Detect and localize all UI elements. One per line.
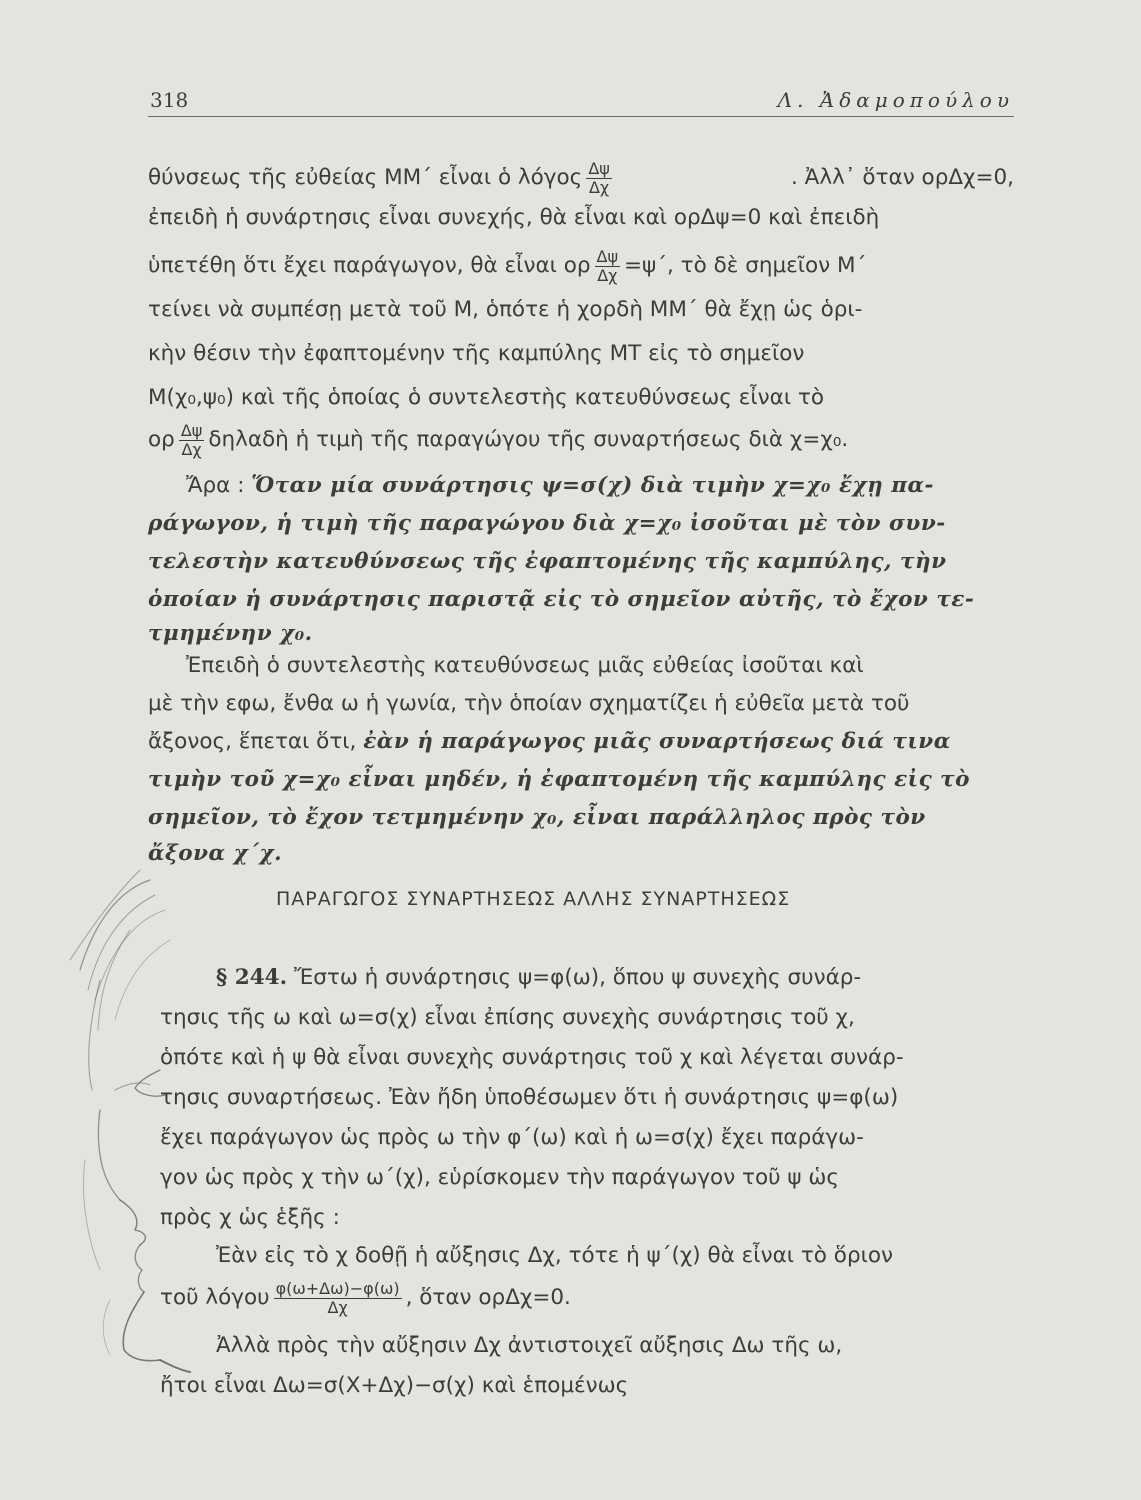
text-span: τοῦ λόγου bbox=[160, 1285, 270, 1310]
section-number: § 244. bbox=[216, 965, 288, 990]
fraction-denominator: Δχ bbox=[597, 265, 618, 285]
page-header bbox=[148, 88, 1014, 117]
text-line: ὁπότε καὶ ἡ ψ θὰ εἶναι συνεχὴς συνάρτησις τοῦ χ καὶ λέγεται συνάρ- bbox=[160, 1045, 904, 1070]
text-line bbox=[160, 1278, 1014, 1318]
text-line: κὴν θέσιν τὴν ἐφαπτομένην τῆς καμπύλης ΜΤ εἰς τὸ σημεῖον bbox=[148, 341, 805, 366]
text-line: Ἐπειδὴ ὁ συντελεστὴς κατευθύνσεως μιᾶς εὐθείας ἰσοῦται καὶ bbox=[186, 653, 864, 678]
fraction-denominator: Δχ bbox=[181, 439, 202, 459]
fraction-numerator: Δψ bbox=[180, 420, 203, 440]
text-span: ορ bbox=[148, 427, 175, 452]
text-line: τείνει νὰ συμπέσῃ μετὰ τοῦ Μ, ὁπότε ἡ χορδὴ ΜΜ΄ θὰ ἔχῃ ὡς ὁρι- bbox=[148, 297, 863, 322]
text-line: μὲ τὴν εφω, ἔνθα ω ἡ γωνία, τὴν ὁποίαν σχηματίζει ἡ εὐθεῖα μετὰ τοῦ bbox=[148, 691, 910, 716]
fraction-numerator: Δψ bbox=[588, 158, 610, 178]
theorem-line: τελεστὴν κατευθύνσεως τῆς ἐφαπτομένης τῆς καμπύλης, τὴν bbox=[148, 549, 947, 574]
text-line bbox=[216, 958, 1014, 998]
fraction bbox=[595, 248, 621, 285]
theorem-line: ράγωγον, ἡ τιμὴ τῆς παραγώγου διὰ χ=χ₀ ἰσοῦται μὲ τὸν συν- bbox=[148, 511, 946, 536]
theorem-line: τμημένην χ₀. bbox=[148, 621, 313, 646]
text-line: γον ὡς πρὸς χ τὴν ω΄(χ), εὑρίσκομεν τὴν παράγωγον τοῦ ψ ὡς bbox=[160, 1165, 840, 1190]
text-line bbox=[148, 246, 1014, 286]
text-span: Ἔστω ἡ συνάρτησις ψ=φ(ω), ὅπου ψ συνεχὴς συνάρ- bbox=[293, 965, 862, 990]
text-span: . Ἀλλ᾽ ὅταν ορΔχ=0, bbox=[791, 165, 1014, 190]
text-line bbox=[148, 420, 1014, 460]
text-line: τιμὴν τοῦ χ=χ₀ εἶναι μηδέν, ἡ ἐφαπτομένη τῆς καμπύλης εἰς τὸ bbox=[148, 767, 970, 792]
theorem-line: ὁποίαν ἡ συνάρτησις παριστᾷ εἰς τὸ σημεῖον αὐτῆς, τὸ ἔχον τε- bbox=[148, 587, 975, 612]
fraction-denominator: Δχ bbox=[327, 1297, 348, 1317]
text-line: ἤτοι εἶναι Δω=σ(Χ+Δχ)−σ(χ) καὶ ἑπομένως bbox=[160, 1373, 629, 1398]
text-span: ἄξονος, ἕπεται ὅτι, bbox=[148, 729, 357, 754]
text-line bbox=[148, 158, 1014, 198]
text-span: ὑπετέθη ὅτι ἔχει παράγωγον, θὰ εἶναι ορ bbox=[148, 253, 591, 278]
text-line: πρὸς χ ὡς ἑξῆς : bbox=[160, 1205, 340, 1230]
text-span: =ψ΄, τὸ δὲ σημεῖον Μ΄ bbox=[624, 253, 867, 278]
text-line: Ἀλλὰ πρὸς τὴν αὔξησιν Δχ ἀντιστοιχεῖ αὔξησις Δω τῆς ω, bbox=[216, 1333, 843, 1358]
theorem-line bbox=[186, 466, 1014, 506]
fraction-numerator: φ(ω+Δω)−φ(ω) bbox=[275, 1278, 400, 1298]
text-span: , ὅταν ορΔχ=0. bbox=[405, 1285, 571, 1310]
fraction bbox=[179, 422, 205, 459]
fraction-numerator: Δψ bbox=[596, 246, 619, 266]
pencil-sketch-profile bbox=[40, 860, 200, 1380]
text-line: τησις τῆς ω καὶ ω=σ(χ) εἶναι ἐπίσης συνεχὴς συνάρτησις τοῦ χ, bbox=[160, 1005, 855, 1030]
fraction bbox=[586, 160, 612, 197]
text-line: Μ(χ₀,ψ₀) καὶ τῆς ὁποίας ὁ συντελεστὴς κατευθύνσεως εἶναι τὸ bbox=[148, 385, 825, 410]
theorem-text: Ὅταν μία συνάρτησις ψ=σ(χ) διὰ τιμὴν χ=χ₀ ἔχῃ πα- bbox=[251, 473, 934, 498]
text-line: ἐπειδὴ ἡ συνάρτησις εἶναι συνεχής, θὰ εἶναι καὶ ορΔψ=0 καὶ ἐπειδὴ bbox=[148, 205, 880, 230]
text-line: σημεῖον, τὸ ἔχον τετμημένην χ₀, εἶναι παράλληλος πρὸς τὸν bbox=[148, 805, 926, 830]
text-line: Ἐὰν εἰς τὸ χ δοθῇ ἡ αὔξησις Δχ, τότε ἡ ψ΄(χ) θὰ εἶναι τὸ ὅριον bbox=[216, 1243, 894, 1268]
text-line: ἄξονα χ΄χ. bbox=[148, 841, 283, 866]
text-span: θύνσεως τῆς εὐθείας ΜΜ΄ εἶναι ὁ λόγος bbox=[148, 165, 583, 190]
text-line bbox=[148, 722, 1014, 762]
running-head: Λ. Ἀδαμοπούλου bbox=[777, 88, 1014, 112]
text-line: τησις συναρτήσεως. Ἐὰν ἤδη ὑποθέσωμεν ὅτι ἡ συνάρτησις ψ=φ(ω) bbox=[160, 1085, 899, 1110]
fraction-denominator: Δχ bbox=[588, 177, 610, 197]
text-span: ἐὰν ἡ παράγωγος μιᾶς συναρτήσεως διά τινα bbox=[363, 729, 951, 754]
fraction bbox=[274, 1280, 402, 1317]
text-span: δηλαδὴ ἡ τιμὴ τῆς παραγώγου τῆς συναρτήσεως διὰ χ=χ₀. bbox=[208, 427, 849, 452]
section-heading: ΠΑΡΑΓΩΓΟΣ ΣΥΝΑΡΤΗΣΕΩΣ ΑΛΛΗΣ ΣΥΝΑΡΤΗΣΕΩΣ bbox=[276, 888, 791, 910]
text-line: ἔχει παράγωγον ὡς πρὸς ω τὴν φ΄(ω) καὶ ἡ ω=σ(χ) ἔχει παράγω- bbox=[160, 1125, 864, 1150]
page-number: 318 bbox=[150, 88, 189, 112]
theorem-lead: Ἄρα : bbox=[186, 473, 245, 498]
